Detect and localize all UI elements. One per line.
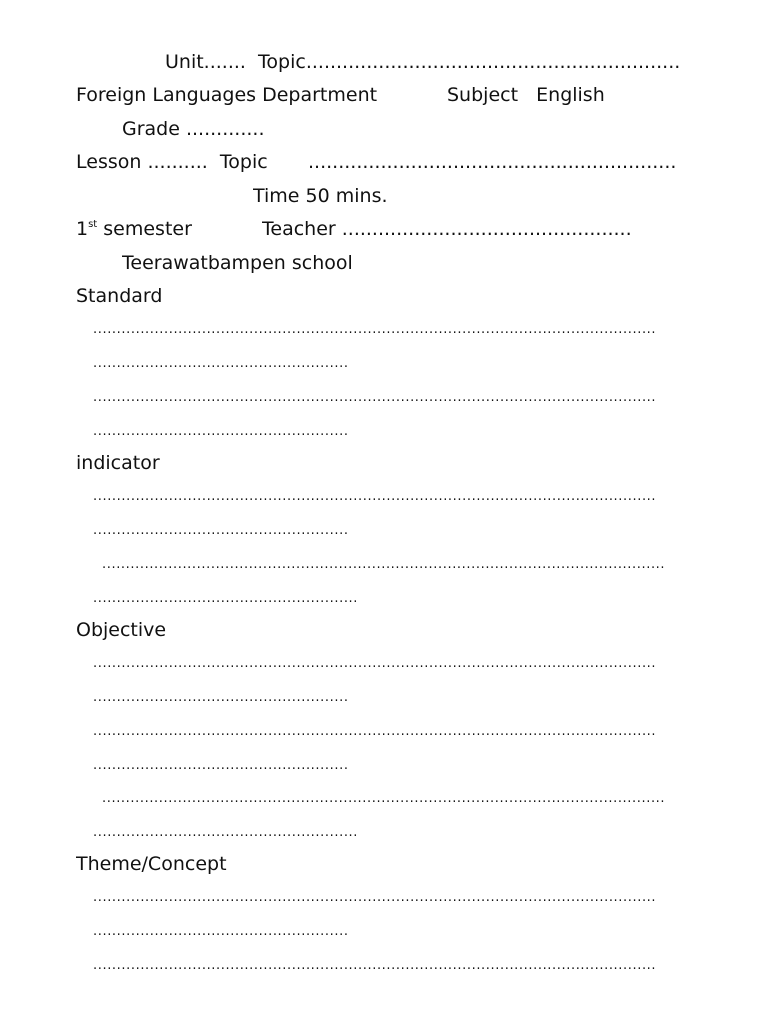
theme-fill-line-3: ....................................................................................................................... bbox=[93, 958, 657, 973]
objective-fill-line-1: ....................................................................................................................... bbox=[93, 656, 657, 671]
semester-suffix: st bbox=[88, 219, 98, 230]
semester-label: semester bbox=[97, 218, 192, 240]
theme-fill-line-1: ....................................................................................................................... bbox=[93, 890, 657, 905]
indicator-fill-line-1: ....................................................................................................................... bbox=[93, 489, 657, 504]
objective-fill-line-4: ...................................................... bbox=[93, 758, 349, 773]
objective-fill-line-6: ........................................................ bbox=[93, 825, 359, 840]
standard-fill-line-1: ....................................................................................................................... bbox=[93, 322, 657, 337]
indicator-fill-line-4: ........................................................ bbox=[93, 591, 359, 606]
indicator-fill-line-3: ....................................................................................................................... bbox=[102, 557, 666, 572]
objective-fill-line-2: ...................................................... bbox=[93, 690, 349, 705]
standard-fill-line-2: ...................................................... bbox=[93, 356, 349, 371]
lesson-topic-line: Lesson .......... Topic bbox=[76, 151, 268, 173]
unit-topic-line: Unit....... Topic.............................................................. bbox=[165, 51, 681, 73]
time-line: Time 50 mins. bbox=[253, 185, 388, 207]
subject-label: Subject English bbox=[447, 84, 605, 106]
school-name: Teerawatbampen school bbox=[122, 252, 353, 274]
standard-heading: Standard bbox=[76, 285, 163, 307]
indicator-heading: indicator bbox=[76, 452, 160, 474]
grade-line: Grade ............. bbox=[122, 118, 265, 140]
objective-fill-line-5: ....................................................................................................................... bbox=[102, 791, 666, 806]
objective-heading: Objective bbox=[76, 619, 167, 641]
standard-fill-line-4: ...................................................... bbox=[93, 424, 349, 439]
department-label: Foreign Languages Department bbox=[76, 84, 378, 106]
semester-number: 1 bbox=[76, 218, 89, 240]
theme-concept-heading: Theme/Concept bbox=[76, 853, 227, 875]
indicator-fill-line-2: ...................................................... bbox=[93, 523, 349, 538]
lesson-topic-dots: ............................................................. bbox=[308, 151, 677, 173]
objective-fill-line-3: ....................................................................................................................... bbox=[93, 724, 657, 739]
teacher-line: Teacher ................................................ bbox=[262, 218, 632, 240]
standard-fill-line-3: ....................................................................................................................... bbox=[93, 390, 657, 405]
semester-line bbox=[76, 217, 192, 241]
theme-fill-line-2: ...................................................... bbox=[93, 924, 349, 939]
